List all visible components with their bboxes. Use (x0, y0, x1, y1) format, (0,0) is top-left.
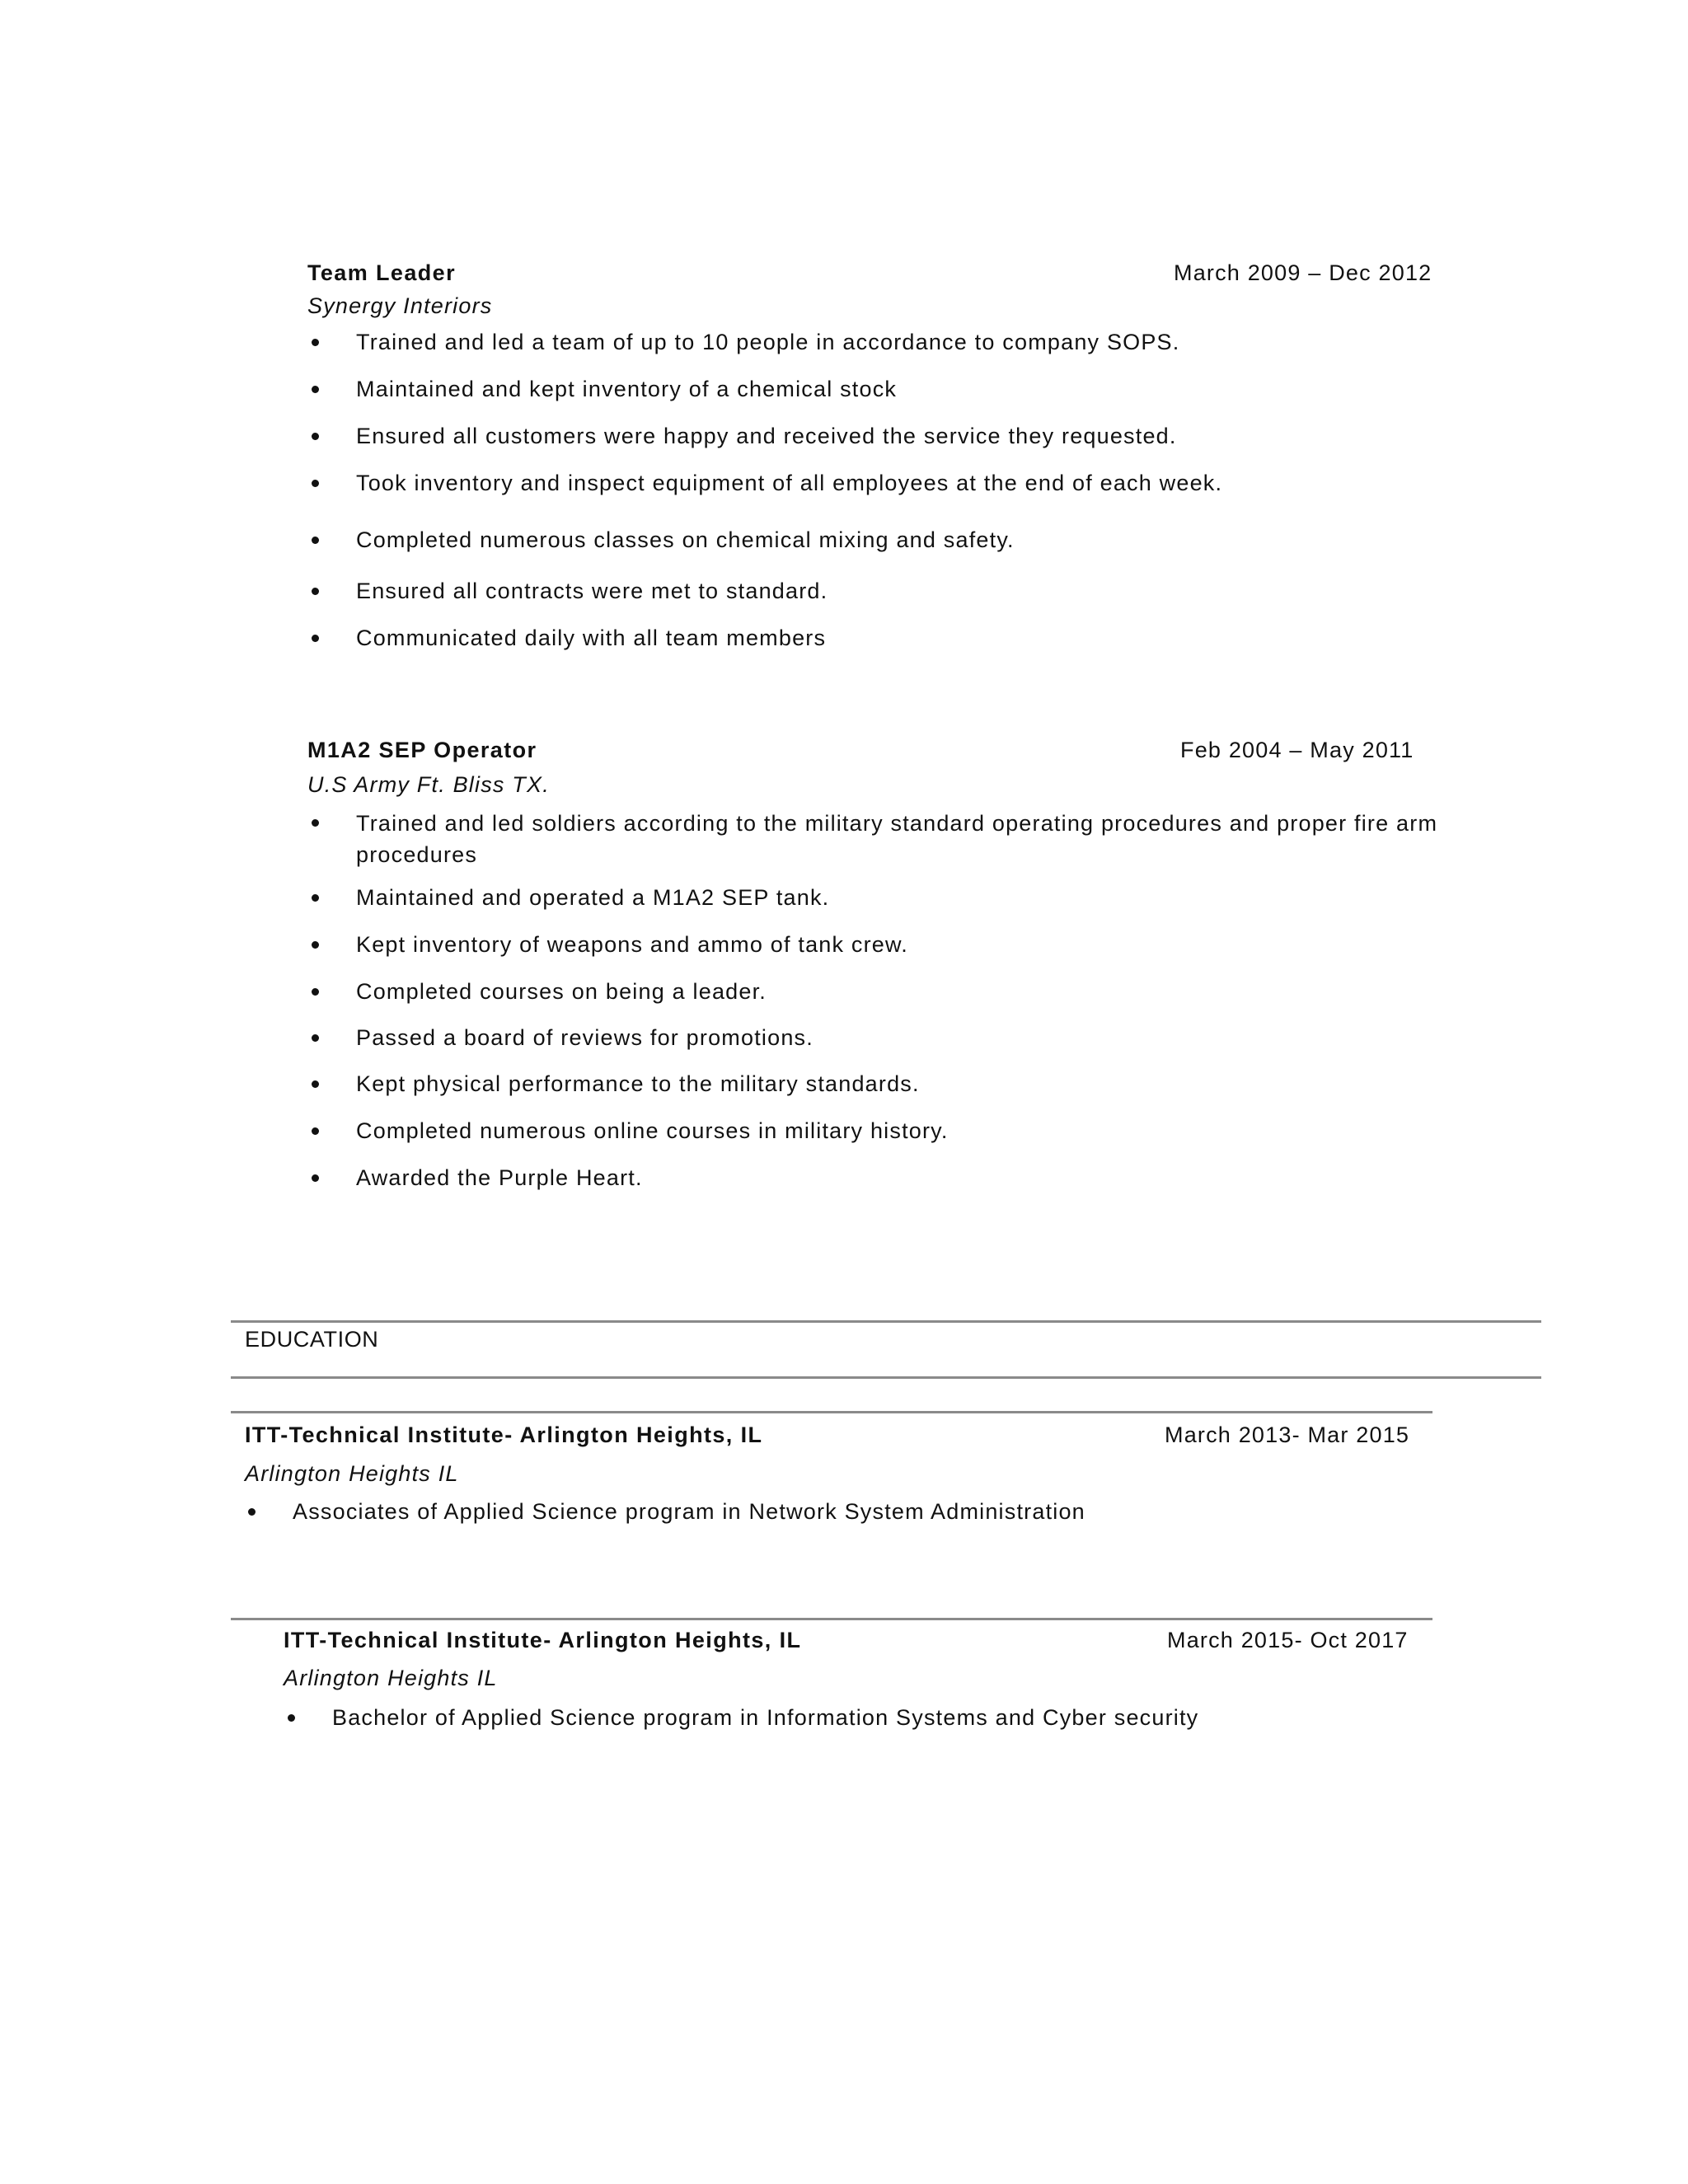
job-dates: March 2009 – Dec 2012 (1174, 260, 1432, 285)
degree-bullet: Bachelor of Applied Science program in Information Systems and Cyber security (332, 1705, 1199, 1730)
job-bullet: Trained and led a team of up to 10 people in accordance to company SOPS. (356, 330, 1180, 354)
bullet-dot (312, 1127, 319, 1135)
job-bullet: Trained and led soldiers according to the military standard operating procedures and proper fire arm procedures (356, 811, 1438, 867)
job-bullet: Kept physical performance to the military standards. (356, 1071, 920, 1096)
school-location: Arlington Heights IL (245, 1461, 459, 1486)
bullet-dot (312, 941, 319, 949)
job-bullet: Completed numerous classes on chemical mixing and safety. (356, 527, 1015, 552)
job-company: U.S Army Ft. Bliss TX. (307, 772, 550, 797)
bullet-dot (312, 894, 319, 902)
bullet-dot (312, 433, 319, 440)
bullet-dot (312, 480, 319, 487)
job-bullet: Awarded the Purple Heart. (356, 1165, 643, 1190)
job-company: Synergy Interiors (307, 293, 493, 318)
bullet-dot (312, 537, 319, 544)
job-bullet: Kept inventory of weapons and ammo of tank crew. (356, 932, 908, 957)
education-dates: March 2015- Oct 2017 (1167, 1628, 1409, 1652)
bullet-dot (312, 988, 319, 996)
education-dates: March 2013- Mar 2015 (1165, 1422, 1410, 1447)
bullet-dot (312, 386, 319, 393)
job-bullet: Communicated daily with all team members (356, 626, 827, 650)
job-bullet: Maintained and kept inventory of a chemical stock (356, 377, 898, 401)
job-bullet: Ensured all contracts were met to standard. (356, 579, 828, 603)
section-rule-bottom (231, 1376, 1541, 1379)
bullet-dot (288, 1714, 295, 1722)
job-bullet: Completed courses on being a leader. (356, 979, 767, 1004)
entry-rule (231, 1618, 1432, 1620)
bullet-dot (312, 339, 319, 346)
bullet-dot (312, 588, 319, 595)
bullet-dot (248, 1508, 256, 1516)
job-bullet: Completed numerous online courses in military history. (356, 1118, 949, 1143)
job-bullet: Passed a board of reviews for promotions. (356, 1025, 814, 1050)
bullet-dot (312, 1174, 319, 1182)
school-location: Arlington Heights IL (284, 1666, 498, 1690)
school-name: ITT-Technical Institute- Arlington Heights, IL (284, 1628, 802, 1652)
job-title: Team Leader (307, 260, 456, 285)
entry-rule (231, 1411, 1432, 1413)
job-bullet: Ensured all customers were happy and received the service they requested. (356, 424, 1177, 448)
bullet-dot (312, 1034, 319, 1042)
job-bullet: Maintained and operated a M1A2 SEP tank. (356, 885, 830, 910)
job-title: M1A2 SEP Operator (307, 738, 537, 762)
job-bullet: Took inventory and inspect equipment of all employees at the end of each week. (356, 471, 1223, 495)
bullet-dot (312, 1080, 319, 1088)
education-heading: EDUCATION (245, 1327, 379, 1352)
bullet-dot (312, 819, 319, 827)
section-rule-top (231, 1320, 1541, 1323)
bullet-dot (312, 635, 319, 642)
degree-bullet: Associates of Applied Science program in Network System Administration (293, 1499, 1085, 1524)
school-name: ITT-Technical Institute- Arlington Heights, IL (245, 1422, 763, 1447)
job-dates: Feb 2004 – May 2011 (1180, 738, 1414, 762)
